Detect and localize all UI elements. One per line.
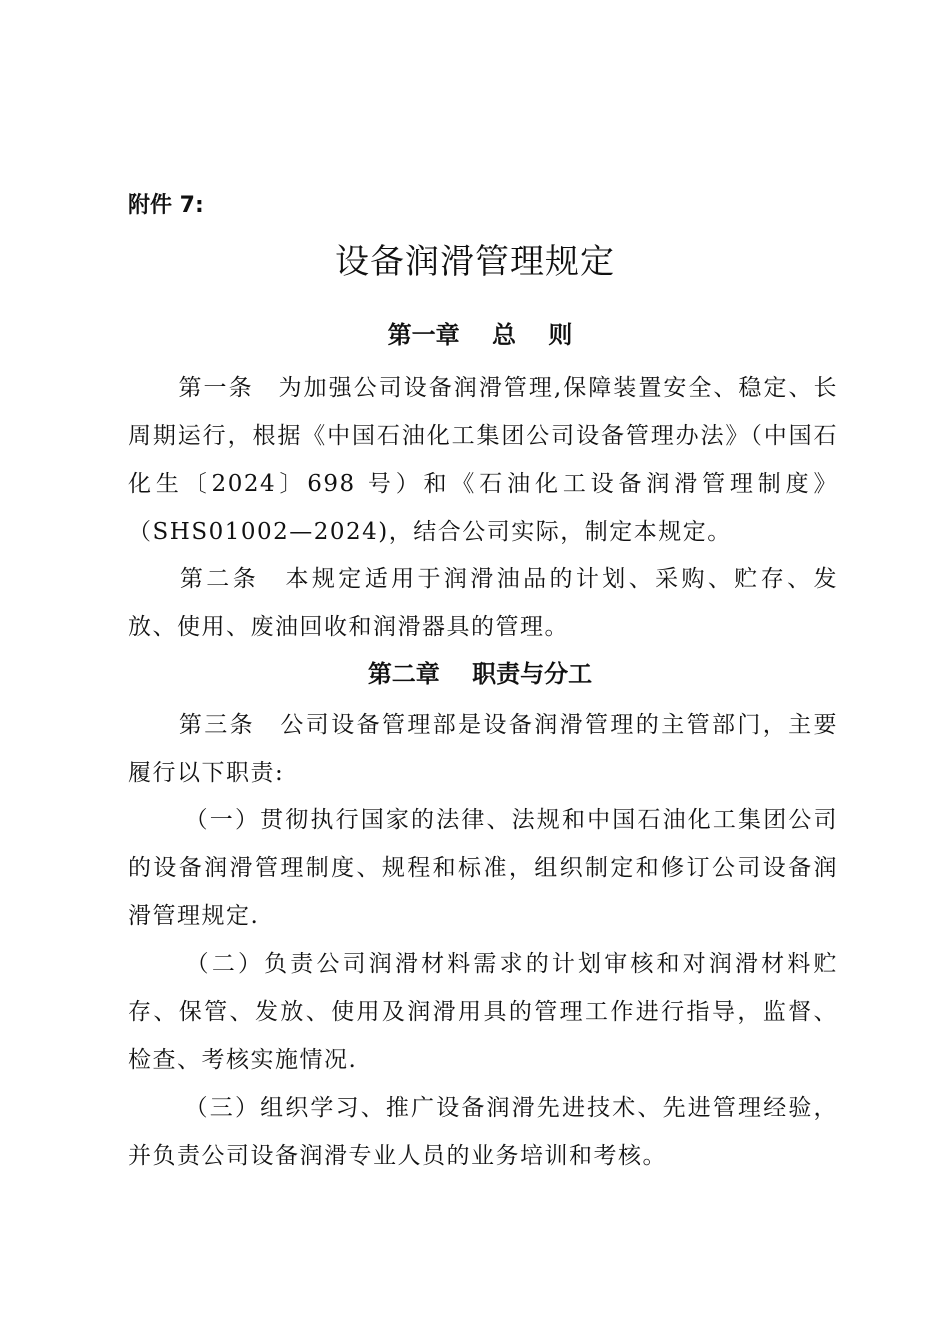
chapter-1-heading: 第一章 总 则 [387,321,573,349]
article-2-text: 第二条 本规定适用于润滑油品的计划、采购、贮存、发放、使用、废油回收和润滑器具的管理。 [128,566,838,640]
attachment-label: 附件 7: [128,193,204,218]
duty-item-1 [128,796,838,940]
document-title: 设备润滑管理规定 [335,242,615,282]
duty-item-2 [128,940,838,1084]
duty-item-3 [128,1084,838,1180]
chapter-2-heading: 第二章 职责与分工 [367,660,593,688]
duty-item-2-text: （二）负责公司润滑材料需求的计划审核和对润滑材料贮存、保管、发放、使用及润滑用具的管理工作进行指导，监督、检查、考核实施情况. [128,951,838,1073]
duty-item-1-text: （一）贯彻执行国家的法律、法规和中国石油化工集团公司的设备润滑管理制度、规程和标准，组织制定和修订公司设备润滑管理规定. [128,807,838,929]
article-2 [128,555,838,651]
article-1-text: 第一条 为加强公司设备润滑管理,保障装置安全、稳定、长周期运行，根据《中国石油化工集团公司设备管理办法》（中国石化生〔2024〕698 号）和《石油化工设备润滑管理制度》（SHS01002—2024)，结合公司实际，制定本规定。 [128,375,838,545]
article-3 [128,701,838,797]
article-1 [128,364,838,556]
article-3-text: 第三条 公司设备管理部是设备润滑管理的主管部门，主要履行以下职责: [128,712,838,786]
duty-item-3-text: （三）组织学习、推广设备润滑先进技术、先进管理经验，并负责公司设备润滑专业人员的业务培训和考核。 [128,1095,838,1169]
